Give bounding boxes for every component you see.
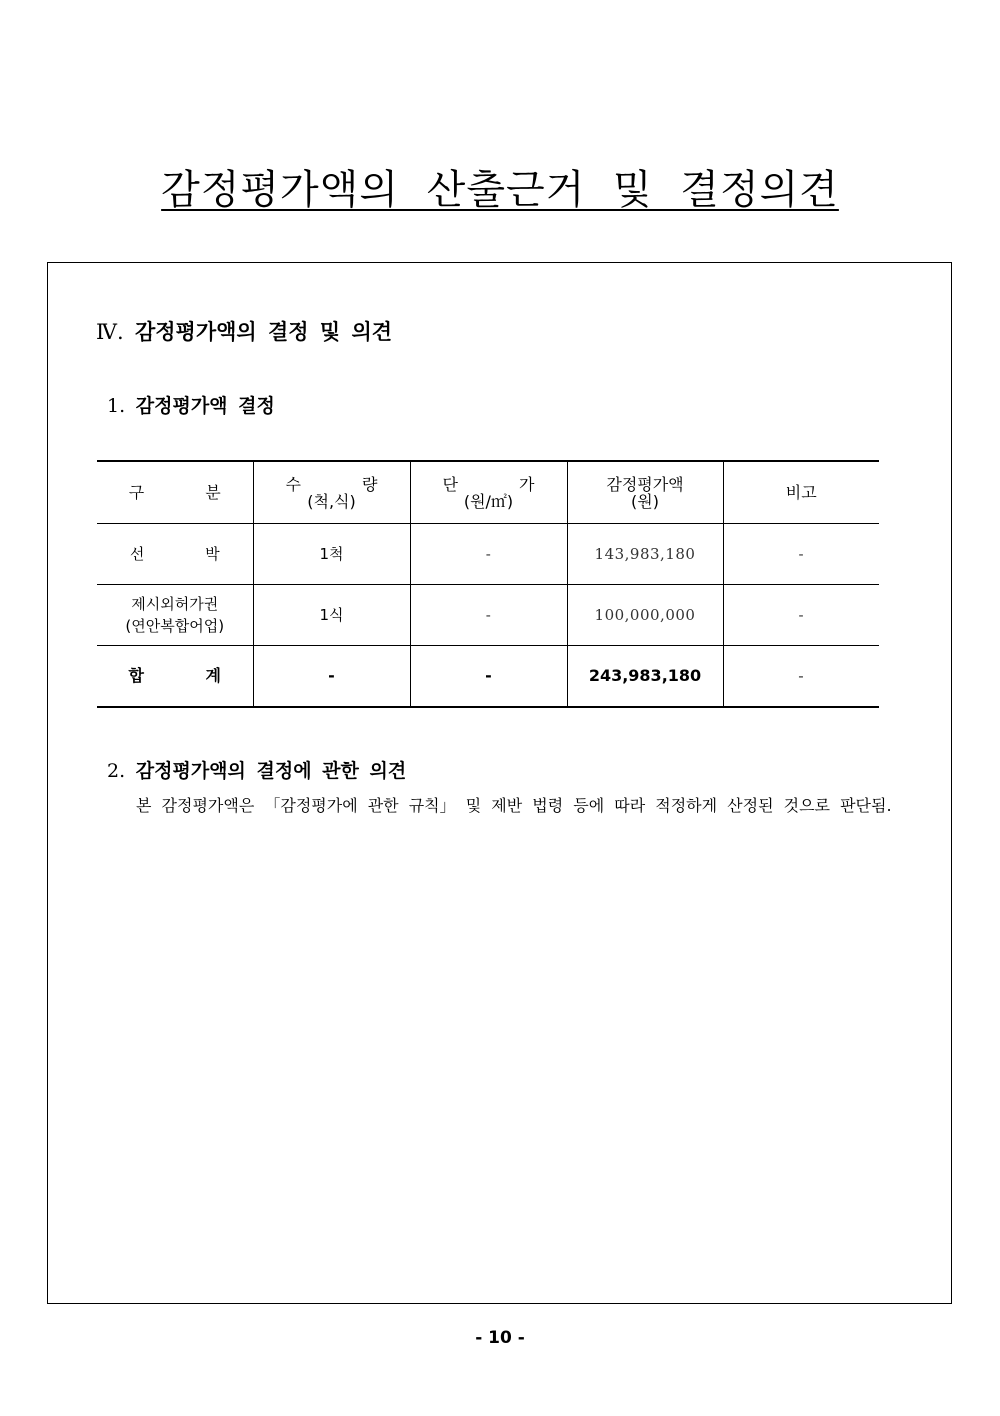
total-amount: 243,983,180	[567, 646, 723, 708]
table-header-row	[97, 461, 879, 524]
header-unit-price-unit: (원/㎡)	[463, 491, 514, 511]
opinion-text: 본 감정평가액은 「감정평가에 관한 규칙」 및 제반 법령 등에 따라 적정하게 산정된 것으로 판단됨.	[136, 796, 892, 815]
header-unit-price-main: 단 가	[442, 474, 563, 494]
table-total-row	[97, 646, 879, 708]
subsection-2-title: 감정평가액의 결정에 관한 의견	[135, 760, 407, 782]
header-quantity	[253, 461, 410, 524]
document-title	[0, 158, 1000, 215]
subsection-1-heading	[107, 391, 275, 418]
header-amount	[567, 461, 723, 524]
total-quantity: -	[253, 646, 410, 708]
row-1-category: 선 박	[97, 524, 253, 585]
header-unit-price	[410, 461, 567, 524]
row-2-category	[97, 585, 253, 646]
row-2-category-line1: 제시외허가권	[131, 595, 219, 613]
page-number: - 10 -	[475, 1328, 525, 1348]
row-1-quantity: 1척	[253, 524, 410, 585]
header-remarks: 비고	[723, 461, 879, 524]
row-1-unit-price: -	[410, 524, 567, 585]
total-remarks: -	[723, 646, 879, 708]
header-quantity-unit: (척,식)	[307, 491, 356, 511]
content-frame	[47, 262, 952, 1304]
section-heading	[96, 316, 392, 346]
appraisal-table	[97, 460, 879, 708]
subsection-1-number: 1.	[107, 395, 126, 417]
row-1-amount: 143,983,180	[567, 524, 723, 585]
row-2-category-line2: (연안복합어업)	[125, 617, 225, 635]
section-title: 감정평가액의 결정 및 의견	[134, 320, 393, 344]
header-amount-unit: (원)	[631, 491, 659, 511]
subsection-2-heading	[107, 756, 406, 783]
row-1-remarks: -	[723, 524, 879, 585]
header-amount-main: 감정평가액	[606, 474, 684, 494]
row-2-unit-price: -	[410, 585, 567, 646]
header-quantity-main: 수 량	[285, 474, 406, 494]
row-2-amount: 100,000,000	[567, 585, 723, 646]
total-label: 합 계	[97, 646, 253, 708]
subsection-2-number: 2.	[107, 760, 126, 782]
row-2-remarks: -	[723, 585, 879, 646]
header-category: 구 분	[97, 461, 253, 524]
total-unit-price: -	[410, 646, 567, 708]
subsection-1-title: 감정평가액 결정	[135, 395, 275, 417]
document-title-text: 감정평가액의 산출근거 및 결정의견	[161, 167, 839, 213]
row-2-quantity: 1식	[253, 585, 410, 646]
section-number: Ⅳ.	[96, 320, 124, 344]
table-row	[97, 585, 879, 646]
table-row	[97, 524, 879, 585]
